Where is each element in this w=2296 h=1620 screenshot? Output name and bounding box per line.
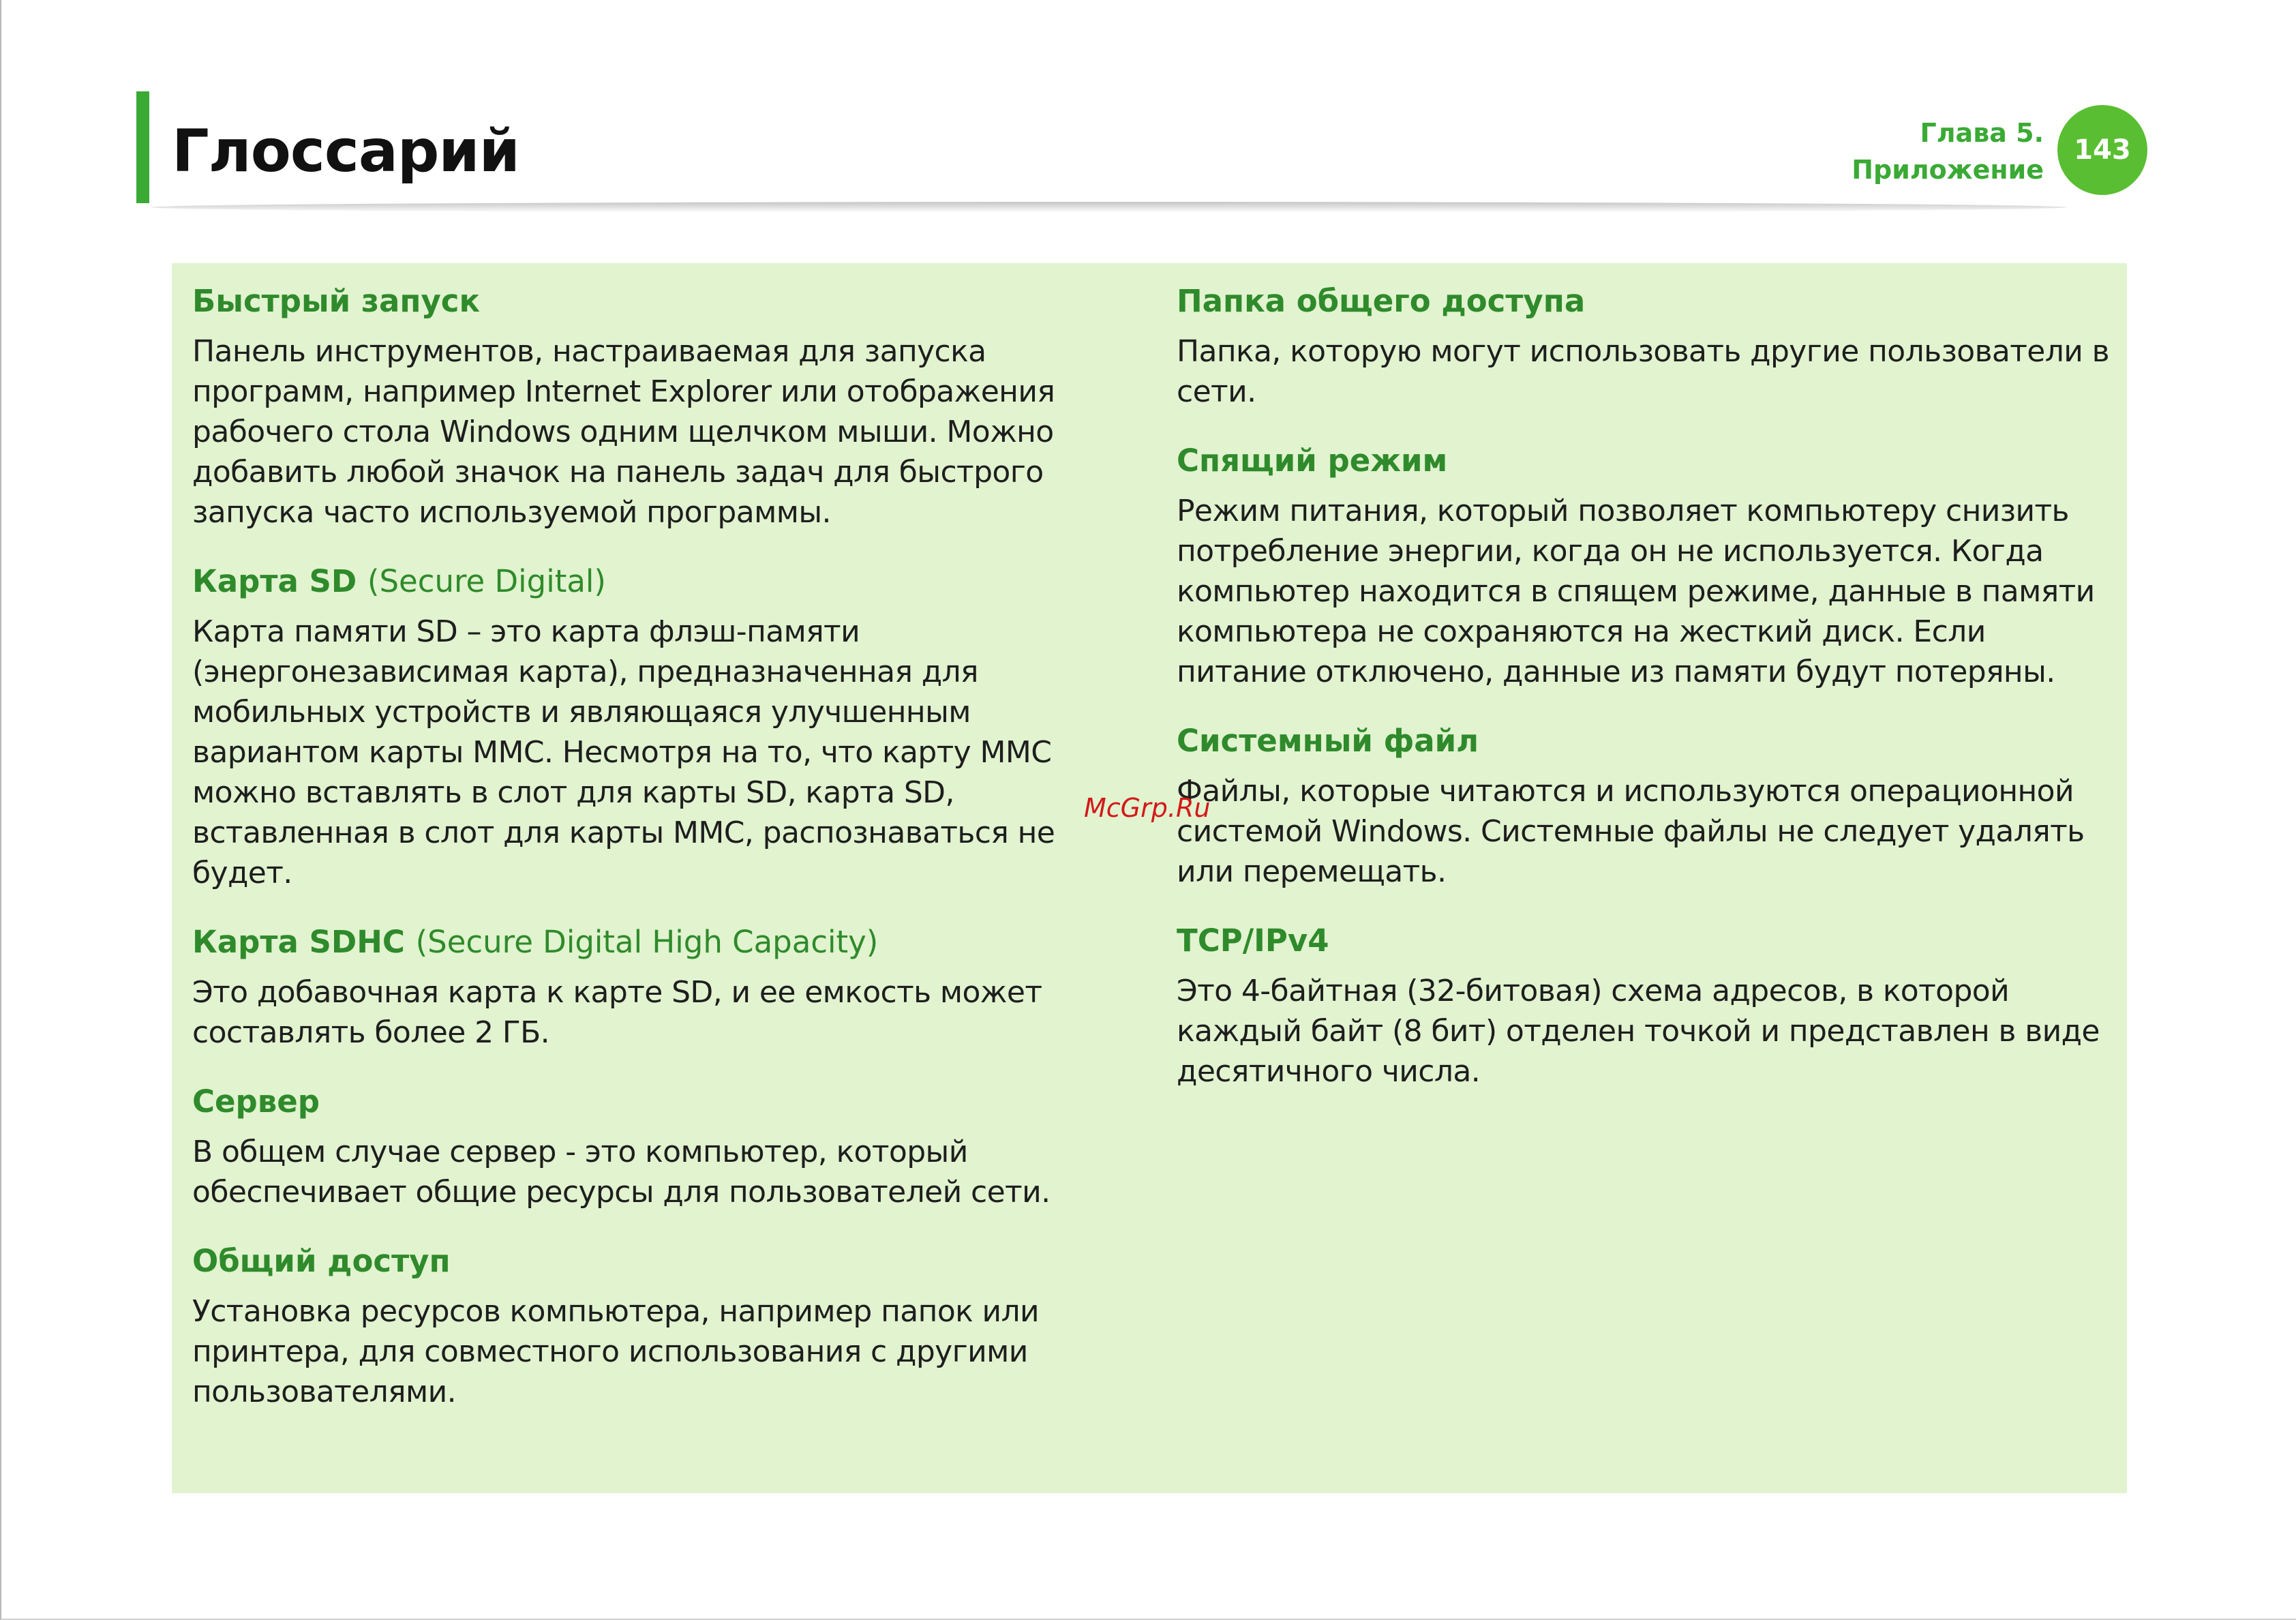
glossary-term bbox=[192, 922, 1147, 963]
glossary-term bbox=[192, 1241, 1147, 1282]
term-note: (Secure Digital) bbox=[367, 563, 606, 599]
watermark-text: McGrp.Ru bbox=[1084, 793, 1211, 823]
glossary-entry-sd-card bbox=[192, 561, 1147, 893]
glossary-column-left bbox=[192, 281, 1147, 1441]
term-name: TCP/IPv4 bbox=[1177, 922, 1329, 959]
glossary-entry-server bbox=[192, 1081, 1147, 1212]
glossary-term bbox=[1177, 721, 2111, 762]
glossary-definition: Это добавочная карта к карте SD, и ее емкость может составлять более 2 ГБ. bbox=[192, 975, 1042, 1050]
glossary-panel bbox=[172, 263, 2127, 1493]
glossary-definition: Это 4-байтная (32-битовая) схема адресов, в которой каждый байт (8 бит) отделен точкой и представлен в виде десятичного числа. bbox=[1177, 974, 2100, 1089]
glossary-definition: Файлы, которые читаются и используются операционной системой Windows. Системные файлы не следует удалять или перемещать. bbox=[1177, 774, 2085, 889]
chapter-number: Глава 5. bbox=[1920, 118, 2044, 148]
glossary-column-right bbox=[1177, 281, 2111, 1120]
term-name: Системный файл bbox=[1177, 723, 1479, 759]
glossary-term bbox=[1177, 440, 2111, 481]
header-divider bbox=[151, 202, 2067, 213]
term-name: Папка общего доступа bbox=[1177, 283, 1586, 319]
term-name: Спящий режим bbox=[1177, 442, 1448, 479]
glossary-entry-shared-folder bbox=[1177, 281, 2111, 412]
glossary-term bbox=[1177, 281, 2111, 322]
page-title: Глоссарий bbox=[172, 117, 519, 185]
glossary-entry-system-file bbox=[1177, 721, 2111, 892]
term-name: Общий доступ bbox=[192, 1243, 451, 1279]
glossary-definition: В общем случае сервер - это компьютер, который обеспечивает общие ресурсы для пользователей сети. bbox=[192, 1135, 1051, 1210]
glossary-term bbox=[192, 281, 1147, 322]
term-name: Быстрый запуск bbox=[192, 283, 481, 319]
term-name: Карта SD bbox=[192, 563, 357, 599]
glossary-definition: Режим питания, который позволяет компьютеру снизить потребление энергии, когда он не используется. Когда компьютер находится в спящем режиме, данные в памяти компьютера не сохраняются на жесткий диск. Если питание отключено, данные из памяти будут потеряны. bbox=[1177, 494, 2095, 689]
glossary-term bbox=[192, 1081, 1147, 1122]
page-number-badge: 143 bbox=[2057, 105, 2147, 195]
term-name: Сервер bbox=[192, 1083, 320, 1120]
glossary-definition: Папка, которую могут использовать другие пользователи в сети. bbox=[1177, 334, 2109, 409]
glossary-entry-sleep-mode bbox=[1177, 440, 2111, 692]
glossary-entry-sdhc-card bbox=[192, 922, 1147, 1053]
term-note: (Secure Digital High Capacity) bbox=[415, 924, 879, 960]
glossary-term bbox=[192, 561, 1147, 602]
glossary-entry-sharing bbox=[192, 1241, 1147, 1412]
glossary-definition: Установка ресурсов компьютера, например папок или принтера, для совместного использования с другими пользователями. bbox=[192, 1294, 1040, 1409]
glossary-definition: Карта памяти SD – это карта флэш-памяти (энергонезависимая карта), предназначенная для мобильных устройств и являющаяся улучшенным вариантом карты MMC. Несмотря на то, что карту MMC можно вставлять в слот для карты SD, карта SD, вставленная в слот для карты MMC, распознаваться не будет. bbox=[192, 614, 1055, 890]
glossary-entry-quick-launch bbox=[192, 281, 1147, 532]
term-name: Карта SDHC bbox=[192, 924, 405, 960]
glossary-term bbox=[1177, 920, 2111, 961]
glossary-entry-tcp-ipv4 bbox=[1177, 920, 2111, 1092]
title-accent-bar bbox=[136, 91, 149, 203]
chapter-title: Приложение bbox=[1852, 155, 2044, 185]
chapter-label bbox=[1852, 115, 2044, 188]
glossary-definition: Панель инструментов, настраиваемая для запуска программ, например Internet Explorer или отображения рабочего стола Windows одним щелчком мыши. Можно добавить любой значок на панель задач для быстрого запуска часто используемой программы. bbox=[192, 334, 1055, 530]
